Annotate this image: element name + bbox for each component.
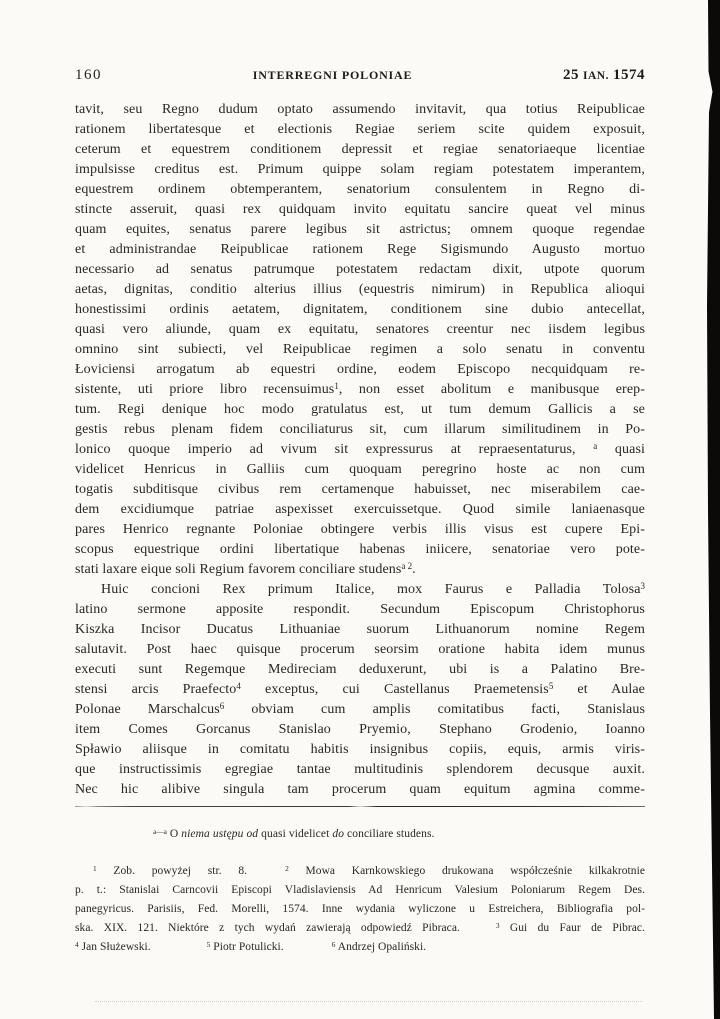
scan-artifact-line — [95, 1001, 643, 1002]
header-date — [563, 66, 645, 84]
text-line: $^4$ Jan Służewski. $^5$ Piotr Potulicki. $^6$ Andrzej Opaliński. — [75, 939, 427, 953]
header-date-day: 25 — [563, 67, 580, 83]
footnote-marker: 5 — [548, 680, 554, 691]
text-line: quam equites, senatus parere legibus sit astrictus; omnem quoque regendae — [75, 222, 645, 237]
text-line: Huic concioni Rex primum Italice, mox Faurus e Palladia Tolosa$^3$ — [101, 580, 645, 597]
page-number: 160 — [75, 67, 102, 83]
text-line: tavit, seu Regno dudum optato assumendo invitavit, qua totius Reipublicae — [75, 102, 645, 117]
footnote-marker: 4 — [75, 939, 79, 949]
text-line: tum. Regi denique hoc modo gratulatus est, ut tum demum Gallicis a se — [75, 402, 645, 417]
text-line: Nec hic alibive singula tam procerum quam equitum agmina comme- — [75, 782, 645, 797]
text-line: ska. XIX. 121. Niektóre z tych wydań zawierają odpowiedź Pibraca. $^3$ Gui du Faur de Pibrac. — [75, 920, 645, 934]
text-line: sistente, uti priore libro recensuimus$^1$, non esset abolitum e manibusque erep- — [75, 380, 645, 397]
text-line: stati laxare eique soli Regium favorem conciliare studens$^{a 2}$. — [75, 560, 416, 577]
text-line: videlicet Henricus in Galliis cum quoquam peregrino hoste ac non cum — [75, 462, 645, 477]
footnote-marker: 5 — [206, 939, 211, 949]
text-line: Kiszka Incisor Ducatus Lithuaniae suorum Lithuanorum nomine Regem — [75, 622, 645, 637]
running-header — [75, 66, 645, 84]
running-title: INTERREGNI POLONIAE — [252, 68, 413, 82]
footnote-marker: 4 — [236, 680, 241, 691]
text-line: panegyricus. Parisiis, Fed. Morelli, 1574. Inne wydania wyliczone u Estreichera, Bibliografia pol- — [75, 903, 645, 915]
body-text-block — [75, 100, 645, 800]
text-line: $^1$ Zob. powyżej str. 8. $^2$ Mowa Karnkowskiego drukowana współcześnie kilkakrotnie — [93, 863, 645, 877]
text-line: Spławio aliisque in comitatu habitis insignibus copiis, equis, armis viris- — [75, 742, 645, 757]
text-line: executi sunt Regemque Medireciam deduxerunt, ubi is a Palatino Bre- — [75, 662, 645, 677]
footnote-marker: 6 — [219, 700, 225, 711]
text-line: rationem libertatesque et electionis Regiae seriem scite quidem exposuit, — [75, 122, 645, 137]
text-line: p. t.: Stanislai Carncovii Episcopi Vladislaviensis Ad Henricum Valesium Poloniarum Regem Des. — [75, 884, 645, 896]
text-line: honestissimi ordinis aetatem, dignitatem, conditionem sine dubio antecellat, — [75, 302, 645, 317]
text-line: omnino sint subiecti, vel Reipublicae regimen a solo senatu in conventu — [75, 342, 645, 357]
text-line: equestrem ordinem obtemperantem, senatorium consulentem in Regno di- — [75, 182, 645, 197]
text-line: gestis rebus plenam fidem conciliaturus sit, cum illarum similitudinem in Po- — [75, 422, 645, 437]
footnote-marker: 1 — [334, 380, 339, 391]
footnote-marker: 1 — [93, 863, 97, 873]
header-date-year: 1574 — [613, 67, 645, 83]
text-line: impulsisse creditus est. Primum quippe solam regiam potestatem imperantem, — [75, 162, 645, 177]
text-line: Łoviciensi arrogatum ab equestri ordine, eodem Episcopo necquidquam re- — [75, 362, 645, 377]
footnote-marker: 6 — [331, 939, 336, 949]
text-line: ceterum et equestrem conditionem depressit et regiae senatoriaeque licentiae — [75, 142, 645, 157]
text-line: pares Henrico regnante Poloniae obtingere verbis illis visus est cupere Epi- — [75, 522, 645, 537]
text-line: latino sermone apposite respondit. Secundum Episcopum Christophorus — [75, 602, 645, 617]
footnote-marker: a—a — [153, 826, 167, 836]
text-line: $^{a—a}$ O niema ustępu od quasi videlicet do conciliare studens. — [153, 826, 435, 840]
text-line: scopus equestrique ordini libertatique habenas iniicere, senatoriae vero pote- — [75, 542, 645, 557]
text-line: stensi arcis Praefecto$^4$ exceptus, cui Castellanus Praemetensis$^5$ et Aulae — [75, 680, 645, 697]
text-line: quasi vero aliunde, quam ex equitatu, senatores creentur nec iisdem legibus — [75, 322, 645, 337]
text-line: dem excidiumque patriae aspexisset exercuissetque. Quod simile laniaenasque — [75, 502, 645, 517]
text-line: necessario ad senatus patrumque potestatem redactam dixit, utpote quorum — [75, 262, 645, 277]
text-line: et administrandae Reipublicae rationem Rege Sigismundo Augusto mortuo — [75, 242, 645, 257]
paragraph-1 — [75, 100, 645, 580]
text-line: salutavit. Post haec quisque procerum seorsim oratione habita idem munus — [75, 642, 645, 657]
footnote-separator-rule — [75, 806, 645, 808]
critical-apparatus-note — [75, 825, 645, 843]
text-line: aetas, dignitas, conditio alterius illius (equestris nimirum) in Republica alioqui — [75, 282, 645, 297]
text-line: stincte asseruit, quasi rex quidquam invito equitatu sancire queat vel minus — [75, 202, 645, 217]
text-line: que instructissimis egregiae tantae multitudinis splendorem decusque auxit. — [75, 762, 645, 777]
footnote-marker: 3 — [640, 580, 645, 591]
header-date-month: IAN. — [583, 70, 609, 82]
text-line: item Comes Gorcanus Stanislao Pryemio, Stephano Grodenio, Ioanno — [75, 722, 645, 737]
footnote-marker: 2 — [285, 863, 289, 873]
footnote-marker: a 2 — [401, 560, 413, 571]
footnote-marker: 3 — [495, 920, 500, 930]
paragraph-2 — [75, 580, 645, 800]
text-line: togatis subditisque civibus rem certamenque habuisset, nec miserabilem cae- — [75, 482, 645, 497]
footnotes-block — [75, 862, 645, 957]
text-line: lonico quoque imperio ad vivum sit expressurus at repraesentaturus, $^a$ quasi — [75, 440, 645, 457]
text-line: Polonae Marschalcus$^6$ obviam cum amplis comitatibus facti, Stanislaus — [75, 700, 645, 717]
footnote-marker: a — [593, 440, 598, 451]
